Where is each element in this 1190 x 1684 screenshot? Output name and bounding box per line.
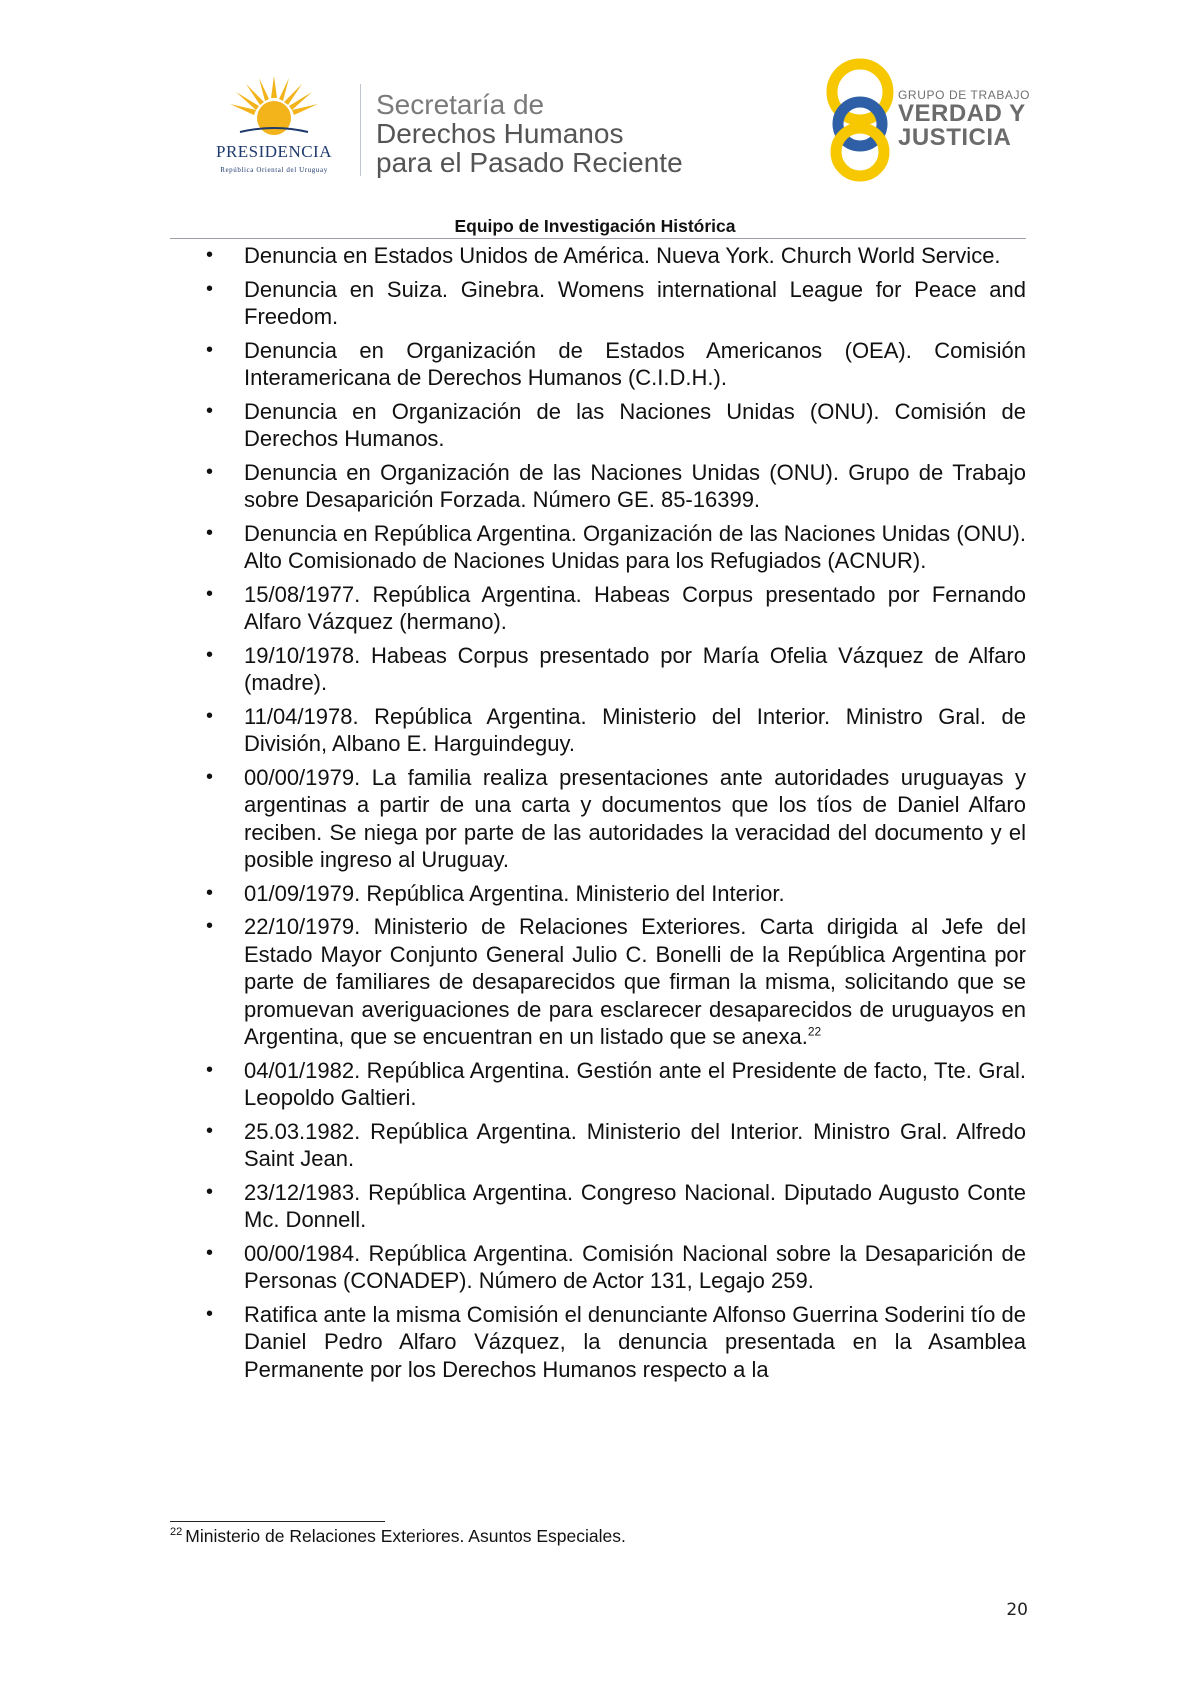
- secretaria-line-3: para el Pasado Reciente: [376, 147, 683, 178]
- list-item: [200, 1057, 1026, 1112]
- header-rule: [170, 238, 1026, 239]
- list-item-text: Denuncia en República Argentina. Organización de las Naciones Unidas (ONU). Alto Comisionado de Naciones Unidas para los Refugiados (ACNUR).: [244, 520, 1026, 573]
- list-item-text: 04/01/1982. República Argentina. Gestión ante el Presidente de facto, Tte. Gral. Leopoldo Galtieri.: [244, 1057, 1026, 1110]
- footnote-ref: 22: [807, 1024, 822, 1039]
- list-item: [200, 242, 1026, 270]
- bullet-icon: •: [206, 460, 214, 483]
- list-item-text: 00/00/1984. República Argentina. Comisión Nacional sobre la Desaparición de Personas (CONADEP). Número de Actor 131, Legajo 259.: [244, 1240, 1026, 1293]
- list-item-text: 25.03.1982. República Argentina. Ministerio del Interior. Ministro Gral. Alfredo Saint Jean.: [244, 1118, 1026, 1171]
- bullet-icon: •: [206, 881, 214, 904]
- list-item: [200, 337, 1026, 392]
- interlocked-rings-icon: [820, 56, 900, 182]
- bullet-icon: •: [206, 582, 214, 605]
- bullet-icon: •: [206, 399, 214, 422]
- bullet-icon: •: [206, 915, 214, 937]
- bullet-icon: •: [206, 643, 214, 666]
- bullet-icon: •: [206, 277, 214, 300]
- list-item-text: Ratifica ante la misma Comisión el denunciante Alfonso Guerrina Soderini tío de Daniel Pedro Alfaro Vázquez, la denuncia presentada en la Asamblea Permanente por los Derechos Humanos respecto a la: [244, 1301, 1026, 1382]
- list-item-text: 22/10/1979. Ministerio de Relaciones Exteriores. Carta dirigida al Jefe del Estado Mayor Conjunto General Julio C. Bonelli de la República Argentina por parte de familiares de desaparecidos que firman la misma, solicitando que se promuevan averiguaciones de para esclarecer desaparecidos de uruguayos en Argentina, que se encuentran en un listado que se anexa.: [244, 914, 1026, 1049]
- verdad-justicia-text: [898, 88, 1030, 150]
- list-item-text: Denuncia en Organización de las Naciones Unidas (ONU). Grupo de Trabajo sobre Desaparición Forzada. Número GE. 85-16399.: [244, 459, 1026, 512]
- list-item-text: 15/08/1977. República Argentina. Habeas Corpus presentado por Fernando Alfaro Vázquez (hermano).: [244, 581, 1026, 634]
- list-item: [200, 642, 1026, 697]
- sun-icon: [226, 74, 322, 140]
- grupo-line-1: GRUPO DE TRABAJO: [898, 88, 1031, 102]
- list-item-text: Denuncia en Suiza. Ginebra. Womens international League for Peace and Freedom.: [244, 276, 1026, 329]
- bullet-icon: •: [206, 1180, 214, 1203]
- list-item: [200, 1240, 1026, 1295]
- list-item: [200, 398, 1026, 453]
- list-item: [200, 913, 1026, 1051]
- list-item: [200, 520, 1026, 575]
- list-item: [200, 703, 1026, 758]
- list-item: [200, 764, 1026, 874]
- list-item: [200, 1179, 1026, 1234]
- secretaria-line-1: Secretaría de: [376, 89, 545, 120]
- list-item: [200, 581, 1026, 636]
- list-item-text: 11/04/1978. República Argentina. Ministerio del Interior. Ministro Gral. de División, Albano E. Harguindeguy.: [244, 703, 1026, 756]
- footnote-rule: [170, 1521, 385, 1522]
- list-item-text: Denuncia en Organización de las Naciones Unidas (ONU). Comisión de Derechos Humanos.: [244, 398, 1026, 451]
- bullet-icon: •: [206, 1241, 214, 1264]
- list-item: [200, 1118, 1026, 1173]
- list-item-text: 23/12/1983. República Argentina. Congreso Nacional. Diputado Augusto Conte Mc. Donnell.: [244, 1179, 1026, 1232]
- grupo-line-3: JUSTICIA: [898, 124, 1012, 151]
- page-number: 20: [1006, 1600, 1028, 1620]
- bullet-icon: •: [206, 1119, 214, 1142]
- list-item-text: 01/09/1979. República Argentina. Ministerio del Interior.: [244, 880, 785, 906]
- bullet-icon: •: [206, 1302, 214, 1325]
- header-divider: [360, 84, 361, 176]
- bullet-icon: •: [206, 1058, 214, 1081]
- footnote: [170, 1526, 626, 1547]
- list-item-text: Denuncia en Estados Unidos de América. Nueva York. Church World Service.: [244, 243, 1001, 268]
- list-item-text: 19/10/1978. Habeas Corpus presentado por María Ofelia Vázquez de Alfaro (madre).: [244, 642, 1026, 695]
- complaint-list: [200, 242, 1026, 1389]
- bullet-icon: •: [206, 338, 214, 361]
- list-item: [200, 880, 1026, 908]
- bullet-icon: •: [206, 521, 214, 544]
- presidencia-subtitle: República Oriental del Uruguay: [220, 166, 328, 174]
- secretaria-logo-text: [376, 90, 683, 177]
- list-item: [200, 276, 1026, 331]
- presidencia-logo: [196, 74, 352, 184]
- footnote-text: Ministerio de Relaciones Exteriores. Asuntos Especiales.: [185, 1526, 626, 1546]
- team-title: Equipo de Investigación Histórica: [454, 216, 736, 236]
- list-item-text: Denuncia en Organización de Estados Americanos (OEA). Comisión Interamericana de Derechos Humanos (C.I.D.H.).: [244, 337, 1026, 390]
- bullet-icon: •: [206, 704, 214, 727]
- bullet-icon: •: [206, 765, 214, 788]
- page-header: [0, 0, 1190, 210]
- list-item: [200, 459, 1026, 514]
- presidencia-wordmark: PRESIDENCIA: [215, 142, 332, 161]
- bullet-icon: •: [206, 244, 214, 266]
- secretaria-line-2: Derechos Humanos: [376, 118, 624, 149]
- footnote-number: 22: [170, 1526, 183, 1539]
- list-item: [200, 1301, 1026, 1384]
- list-item-text: 00/00/1979. La familia realiza presentaciones ante autoridades uruguayas y argentinas a partir de una carta y documentos que los tíos de Daniel Alfaro reciben. Se niega por parte de las autoridades la veracidad del documento y el posible ingreso al Uruguay.: [244, 764, 1026, 872]
- grupo-line-2: VERDAD Y: [898, 100, 1026, 127]
